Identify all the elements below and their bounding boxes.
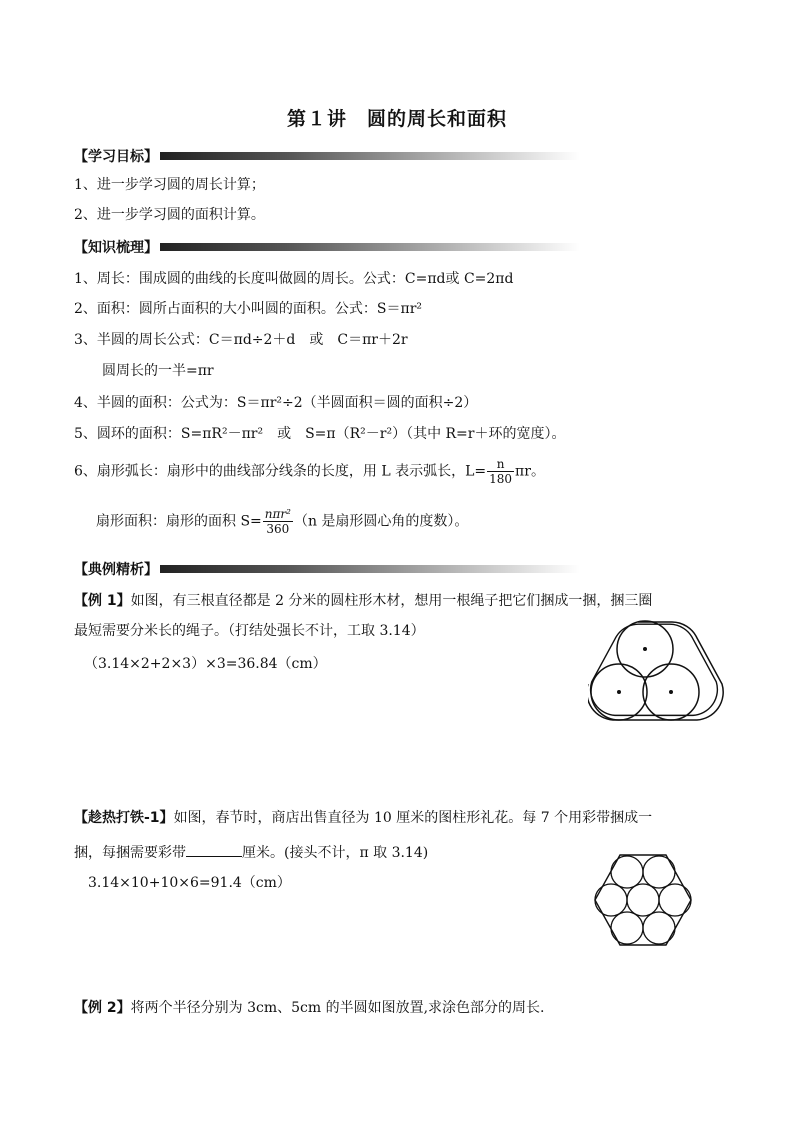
knowledge-item-4: 4、半圆的面积：公式为：S＝πr²÷2（半圆面积＝圆的面积÷2） [74, 395, 478, 411]
knowledge-item-3: 3、半圆的周长公式：C＝πd÷2＋d 或 C＝πr＋2r [74, 332, 408, 348]
knowledge-item-5: 5、圆环的面积：S=πR²－πr² 或 S=π（R²－r²）（其中 R=r＋环的宽度）。 [74, 426, 566, 442]
section-label: 【典例精析】 [74, 562, 158, 578]
sector-area-text: 扇形面积：扇形的面积 S= [96, 513, 262, 530]
fraction-denominator: 360 [266, 522, 290, 536]
example-text: 将两个半径分别为 3cm、5cm 的半圆如图放置,求涂色部分的周长. [130, 1000, 545, 1016]
practice-text: 如图，春节时，商店出售直径为 10 厘米的图柱形礼花。每 7 个用彩带捆成一 [173, 810, 653, 826]
section-header-goals [74, 146, 580, 166]
arc-length-tail: πr。 [515, 463, 545, 480]
practice-label: 【趁热打铁-1】 [74, 810, 174, 826]
practice-text-post: 厘米。(接头不计，π 取 3.14) [242, 845, 429, 861]
seven-fireworks-figure [590, 850, 696, 950]
section-divider-bar [160, 243, 580, 251]
arc-length-text: 6、扇形弧长：扇形中的曲线部分线条的长度，用 L 表示弧长，L= [74, 463, 487, 480]
section-divider-bar [160, 565, 580, 573]
section-header-knowledge [74, 237, 580, 257]
example-label: 【例 2】 [74, 1000, 131, 1016]
knowledge-item-3-note: 圆周长的一半=πr [102, 363, 214, 379]
practice1-answer: 3.14×10+10×6=91.4（cm） [88, 875, 291, 891]
fraction-denominator: 180 [489, 472, 513, 486]
goal-item-1: 1、进一步学习圆的周长计算； [74, 177, 265, 193]
practice-text-pre: 捆，每捆需要彩带 [74, 845, 186, 861]
example1-line2: 最短需要分米长的绳子。（打结处强长不计，工取 3.14） [74, 623, 425, 639]
answer-blank [186, 842, 242, 857]
practice1-line2 [74, 842, 428, 863]
section-label: 【学习目标】 [74, 149, 158, 165]
example-text: 如图，有三根直径都是 2 分米的圆柱形木材，想用一根绳子把它们捆成一捆，捆三圈 [130, 593, 653, 609]
knowledge-item-6 [74, 457, 545, 486]
section-divider-bar [160, 152, 580, 160]
fraction-numerator: n [487, 457, 514, 472]
example2-line [74, 998, 544, 1018]
knowledge-item-1: 1、周长：围成圆的曲线的长度叫做圆的周长。公式：C=πd或 C=2πd [74, 271, 514, 287]
knowledge-item-2: 2、面积：圆所占面积的大小叫圆的面积。公式：S＝πr² [74, 301, 423, 317]
example1-answer: （3.14×2+2×3）×3=36.84（cm） [84, 656, 327, 672]
goal-item-2: 2、进一步学习圆的面积计算。 [74, 207, 265, 223]
page-title: 第１讲 圆的周长和面积 [286, 108, 507, 130]
section-header-examples [74, 559, 580, 579]
example-label: 【例 1】 [74, 593, 131, 609]
example1-line1 [74, 591, 652, 611]
fraction-numerator: nπr² [264, 507, 291, 521]
arc-length-fraction [487, 457, 514, 486]
sector-area-fraction [263, 507, 293, 536]
practice1-line1 [74, 808, 652, 828]
knowledge-item-7 [96, 507, 468, 536]
three-logs-figure [588, 614, 726, 726]
section-label: 【知识梳理】 [74, 240, 158, 256]
sector-area-tail: （n 是扇形圆心角的度数）。 [293, 513, 469, 530]
